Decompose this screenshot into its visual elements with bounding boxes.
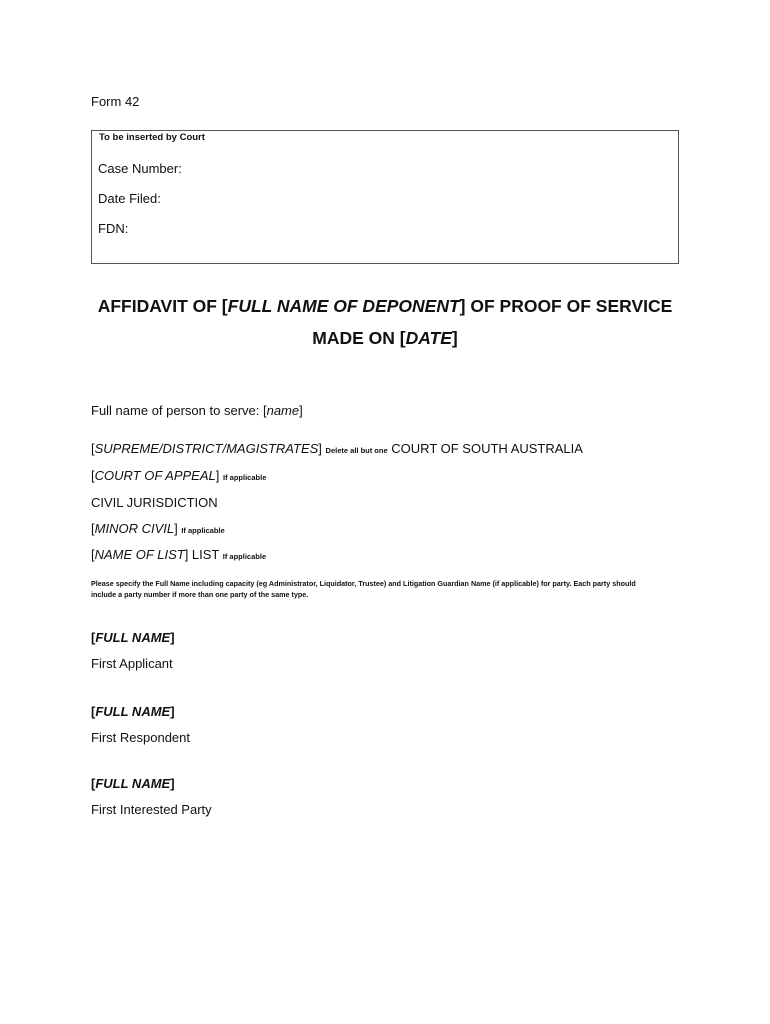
court-placeholder: SUPREME/DISTRICT/MAGISTRATES bbox=[94, 441, 319, 456]
bracket-close: ] bbox=[318, 441, 322, 456]
document-title-line-2 bbox=[0, 328, 770, 349]
document-title-line-1 bbox=[0, 296, 770, 317]
party-instruction-line-1: Please specify the Full Name including capacity (eg Administrator, Liquidator, Trustee) and Litigation Guardian Name (if applicable) for party. Each party should bbox=[91, 579, 636, 588]
bracket-close: ] bbox=[299, 403, 303, 418]
court-of-appeal-note: If applicable bbox=[223, 473, 267, 482]
bracket-open: [ bbox=[91, 521, 95, 536]
bracket-open: [ bbox=[91, 547, 95, 562]
bracket-close: ] bbox=[174, 521, 178, 536]
party-role: First Applicant bbox=[91, 656, 173, 671]
title-suffix: ] OF PROOF OF SERVICE bbox=[459, 296, 673, 316]
title-prefix: AFFIDAVIT OF [ bbox=[97, 296, 228, 316]
party-name-placeholder: FULL NAME bbox=[95, 776, 171, 791]
title-deponent-placeholder: FULL NAME OF DEPONENT bbox=[227, 296, 460, 316]
bracket-open: [ bbox=[91, 776, 96, 791]
party-name bbox=[91, 776, 175, 791]
list-note: If applicable bbox=[222, 552, 267, 561]
party-role: First Respondent bbox=[91, 730, 190, 745]
minor-civil-line bbox=[91, 521, 225, 536]
person-to-serve-label: Full name of person to serve: [ bbox=[91, 403, 267, 418]
court-of-appeal-line bbox=[91, 468, 266, 483]
court-box-header: To be inserted by Court bbox=[99, 132, 205, 143]
bracket-open: [ bbox=[91, 704, 96, 719]
court-of-appeal-placeholder: COURT OF APPEAL bbox=[94, 468, 216, 483]
bracket-close: ] bbox=[170, 630, 175, 645]
bracket-close: ] bbox=[170, 704, 175, 719]
jurisdiction-line: CIVIL JURISDICTION bbox=[91, 495, 218, 510]
list-line bbox=[91, 547, 266, 562]
bracket-open: [ bbox=[91, 441, 95, 456]
party-instruction-line-2: include a party number if more than one party of the same type. bbox=[91, 590, 309, 599]
minor-civil-placeholder: MINOR CIVIL bbox=[94, 521, 175, 536]
form-number: Form 42 bbox=[91, 94, 140, 109]
person-name-placeholder: name bbox=[266, 403, 300, 418]
court-note: Delete all but one bbox=[325, 446, 388, 455]
fdn-label: FDN: bbox=[98, 221, 129, 236]
date-filed-label: Date Filed: bbox=[98, 191, 161, 206]
party-name bbox=[91, 630, 175, 645]
case-number-label: Case Number: bbox=[98, 161, 182, 176]
court-use-box bbox=[91, 130, 679, 264]
bracket-close: ] bbox=[215, 468, 220, 483]
bracket-open: [ bbox=[91, 630, 96, 645]
bracket-open: [ bbox=[91, 468, 95, 483]
court-line bbox=[91, 441, 583, 456]
bracket-close: ] bbox=[170, 776, 175, 791]
party-name bbox=[91, 704, 175, 719]
party-name-placeholder: FULL NAME bbox=[95, 630, 171, 645]
list-suffix: ] LIST bbox=[184, 547, 220, 562]
title-date-prefix: MADE ON [ bbox=[312, 328, 406, 348]
party-name-placeholder: FULL NAME bbox=[95, 704, 171, 719]
minor-civil-note: If applicable bbox=[181, 526, 225, 535]
person-to-serve-line bbox=[91, 403, 303, 418]
list-name-placeholder: NAME OF LIST bbox=[94, 547, 185, 562]
title-date-suffix: ] bbox=[451, 328, 458, 348]
party-role: First Interested Party bbox=[91, 802, 212, 817]
title-date-placeholder: DATE bbox=[405, 328, 452, 348]
court-suffix: COURT OF SOUTH AUSTRALIA bbox=[391, 441, 583, 456]
